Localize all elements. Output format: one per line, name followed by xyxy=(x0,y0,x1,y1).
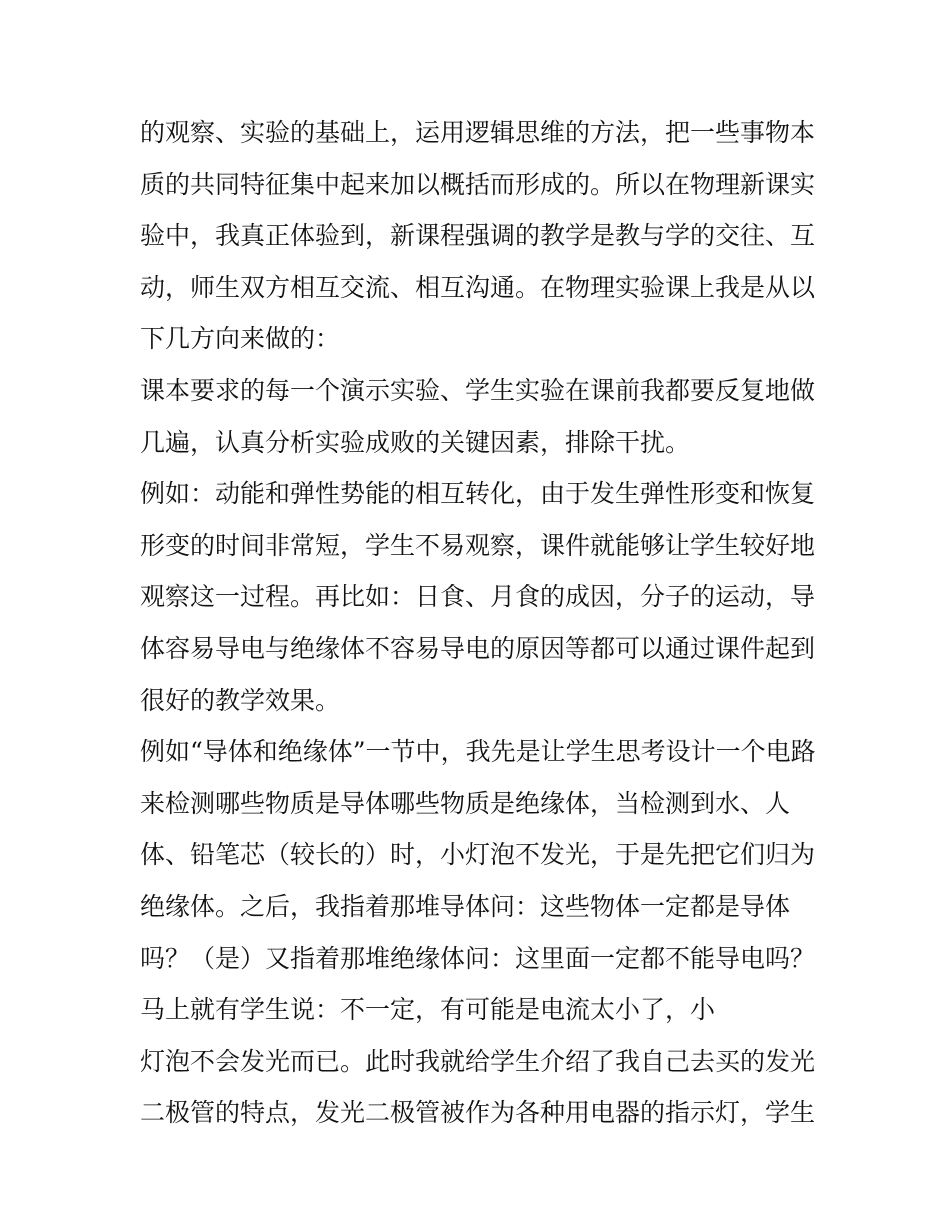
text-line: 马上就有学生说：不一定，有可能是电流太小了，小 xyxy=(140,995,716,1025)
text-line: 例如：动能和弹性势能的相互转化，由于发生弹性形变和恢复 xyxy=(140,479,816,509)
text-line: 二极管的特点，发光二极管被作为各种用电器的指示灯，学生 xyxy=(140,1098,816,1128)
text-line: 的观察、实验的基础上，运用逻辑思维的方法，把一些事物本 xyxy=(140,118,816,147)
text-line: 几遍，认真分析实验成败的关键因素，排除干扰。 xyxy=(140,427,691,457)
text-line: 很好的教学效果。 xyxy=(140,685,341,715)
text-line: 吗？（是）又指着那堆绝缘体问：这里面一定都不能导电吗？ xyxy=(140,943,816,973)
text-line: 体、铅笔芯（较长的）时，小灯泡不发光，于是先把它们归为 xyxy=(140,840,816,870)
text-line: 灯泡不会发光而已。此时我就给学生介绍了我自己去买的发光 xyxy=(140,1046,816,1076)
body-text xyxy=(140,107,820,1139)
text-line: 绝缘体。之后，我指着那堆导体问：这些物体一定都是导体 xyxy=(140,891,791,921)
text-line: 验中，我真正体验到，新课程强调的教学是教与学的交往、互 xyxy=(140,221,816,251)
text-line: 来检测哪些物质是导体哪些物质是绝缘体，当检测到水、人 xyxy=(140,788,791,818)
text-line: 质的共同特征集中起来加以概括而形成的。所以在物理新课实 xyxy=(140,169,816,199)
text-line: 观察这一过程。再比如：日食、月食的成因，分子的运动，导 xyxy=(140,582,816,612)
text-line: 体容易导电与绝缘体不容易导电的原因等都可以通过课件起到 xyxy=(140,633,816,663)
text-line: 课本要求的每一个演示实验、学生实验在课前我都要反复地做 xyxy=(140,375,816,405)
text-line: 例如“导体和绝缘体”一节中，我先是让学生思考设计一个电路 xyxy=(140,737,816,767)
text-line: 形变的时间非常短，学生不易观察，课件就能够让学生较好地 xyxy=(140,530,816,560)
text-line: 动，师生双方相互交流、相互沟通。在物理实验课上我是从以 xyxy=(140,272,816,302)
text-line: 下几方向来做的： xyxy=(140,324,341,354)
